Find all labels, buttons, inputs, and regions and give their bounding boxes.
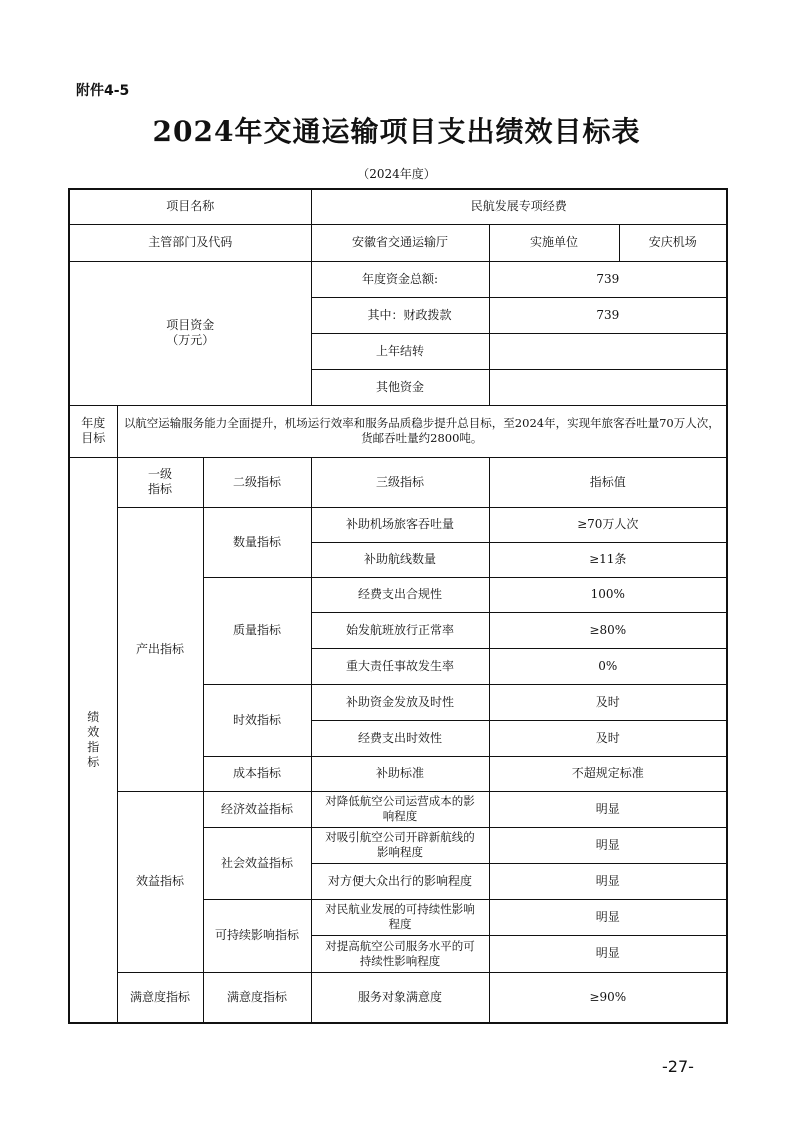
- timeliness-indicators-label: 时效指标: [203, 684, 311, 756]
- project-funds-label-line1: 项目资金: [166, 318, 215, 332]
- indicator-name: [311, 791, 489, 827]
- indicator-name: [311, 935, 489, 972]
- cost-indicators-label: 成本指标: [203, 756, 311, 791]
- department-value: 安徽省交通运输厅: [311, 224, 489, 261]
- indicator-name-line2: 持续性影响程度: [359, 953, 441, 968]
- implementing-unit-value: 安庆机场: [619, 224, 727, 261]
- indicator-value: 及时: [489, 720, 727, 756]
- implementing-unit-label: 实施单位: [489, 224, 619, 261]
- level1-header-line2: 指标: [147, 482, 172, 496]
- indicator-value: 明显: [489, 827, 727, 863]
- document-year: （2024年度）: [357, 167, 436, 181]
- fund-carryover-value: [489, 333, 727, 369]
- indicator-name-line1: 对提高航空公司服务水平的可: [325, 938, 475, 953]
- annual-goal-label: [69, 405, 117, 457]
- indicator-name: 补助标准: [311, 756, 489, 791]
- social-benefit-label: 社会效益指标: [203, 827, 311, 899]
- sustainable-impact-label: 可持续影响指标: [203, 899, 311, 972]
- fund-other-value: [489, 369, 727, 405]
- indicator-name: [311, 827, 489, 863]
- annual-goal-row: [69, 405, 727, 457]
- department-label: 主管部门及代码: [69, 224, 311, 261]
- indicator-value: 明显: [489, 935, 727, 972]
- fund-total-label: 年度资金总额:: [311, 261, 489, 297]
- level1-header: [117, 457, 203, 507]
- indicator-name: 补助资金发放及时性: [311, 684, 489, 720]
- performance-label-char-3: 指: [87, 739, 100, 754]
- benefit-indicators-label: 效益指标: [117, 791, 203, 972]
- indicator-name-line2: 程度: [388, 917, 412, 931]
- indicator-value: 明显: [489, 863, 727, 899]
- indicator-value: 不超规定标准: [489, 756, 727, 791]
- attachment-label: 附件4-5: [76, 83, 130, 99]
- indicator-name: 重大责任事故发生率: [311, 648, 489, 684]
- table-row: [69, 507, 727, 542]
- indicator-header-row: [69, 457, 727, 507]
- fund-fiscal-value: 739: [489, 297, 727, 333]
- satisfaction-indicators-label: 满意度指标: [117, 972, 203, 1023]
- level2-header: 二级指标: [203, 457, 311, 507]
- performance-label-char-4: 标: [87, 754, 100, 769]
- indicator-name: 经费支出时效性: [311, 720, 489, 756]
- level3-header: 三级指标: [311, 457, 489, 507]
- indicator-value: 0%: [489, 648, 727, 684]
- indicator-name: 补助航线数量: [311, 542, 489, 577]
- indicator-value: ≥80%: [489, 612, 727, 648]
- project-name-value: 民航发展专项经费: [311, 189, 727, 224]
- performance-indicators-label: [69, 457, 117, 1023]
- indicator-name: 服务对象满意度: [311, 972, 489, 1023]
- indicator-name: 对方便大众出行的影响程度: [311, 863, 489, 899]
- performance-target-table: [68, 188, 728, 1024]
- project-name-row: [69, 189, 727, 224]
- project-funds-label-line2: （万元）: [166, 333, 215, 347]
- indicator-name: 始发航班放行正常率: [311, 612, 489, 648]
- quantity-indicators-label: 数量指标: [203, 507, 311, 577]
- indicator-value: ≥90%: [489, 972, 727, 1023]
- performance-label-char-1: 绩: [87, 709, 100, 724]
- level1-header-line1: 一级: [147, 467, 172, 481]
- department-row: [69, 224, 727, 261]
- annual-goal-label-line1: 年度: [81, 416, 106, 430]
- project-name-label: 项目名称: [69, 189, 311, 224]
- indicator-name-line2: 响程度: [382, 809, 418, 823]
- output-indicators-label: 产出指标: [117, 507, 203, 791]
- indicator-name: [311, 899, 489, 935]
- indicator-value: 及时: [489, 684, 727, 720]
- indicator-value: ≥70万人次: [489, 507, 727, 542]
- indicator-name-line1: 对吸引航空公司开辟新航线的: [325, 830, 475, 844]
- economic-benefit-label: 经济效益指标: [203, 791, 311, 827]
- performance-label-char-2: 效: [87, 724, 100, 739]
- indicator-value: 明显: [489, 791, 727, 827]
- quality-indicators-label: 质量指标: [203, 577, 311, 684]
- indicator-name: 经费支出合规性: [311, 577, 489, 612]
- indicator-value: ≥11条: [489, 542, 727, 577]
- document-title: 2024年交通运输项目支出绩效目标表: [152, 115, 641, 148]
- annual-goal-text: 以航空运输服务能力全面提升，机场运行效率和服务品质稳步提升总目标，至2024年，实现年旅客吞吐量70万人次，货邮吞吐量约2800吨。: [117, 405, 727, 457]
- indicator-value: 明显: [489, 899, 727, 935]
- project-funds-label: [69, 261, 311, 405]
- table-row: [69, 791, 727, 827]
- satisfaction-sub-label: 满意度指标: [203, 972, 311, 1023]
- indicator-value-header: 指标值: [489, 457, 727, 507]
- annual-goal-label-line2: 目标: [81, 431, 106, 445]
- page-number: -27-: [662, 1057, 694, 1076]
- fund-total-value: 739: [489, 261, 727, 297]
- indicator-name: 补助机场旅客吞吐量: [311, 507, 489, 542]
- fund-carryover-label: 上年结转: [311, 333, 489, 369]
- indicator-name-line1: 对民航业发展的可持续性影响: [325, 902, 475, 916]
- fund-other-label: 其他资金: [311, 369, 489, 405]
- fund-total-row: [69, 261, 727, 297]
- indicator-name-line2: 影响程度: [377, 845, 424, 859]
- indicator-value: 100%: [489, 577, 727, 612]
- table-row: [69, 972, 727, 1023]
- fund-fiscal-label: 其中：财政拨款: [311, 297, 489, 333]
- indicator-name-line1: 对降低航空公司运营成本的影: [325, 794, 475, 808]
